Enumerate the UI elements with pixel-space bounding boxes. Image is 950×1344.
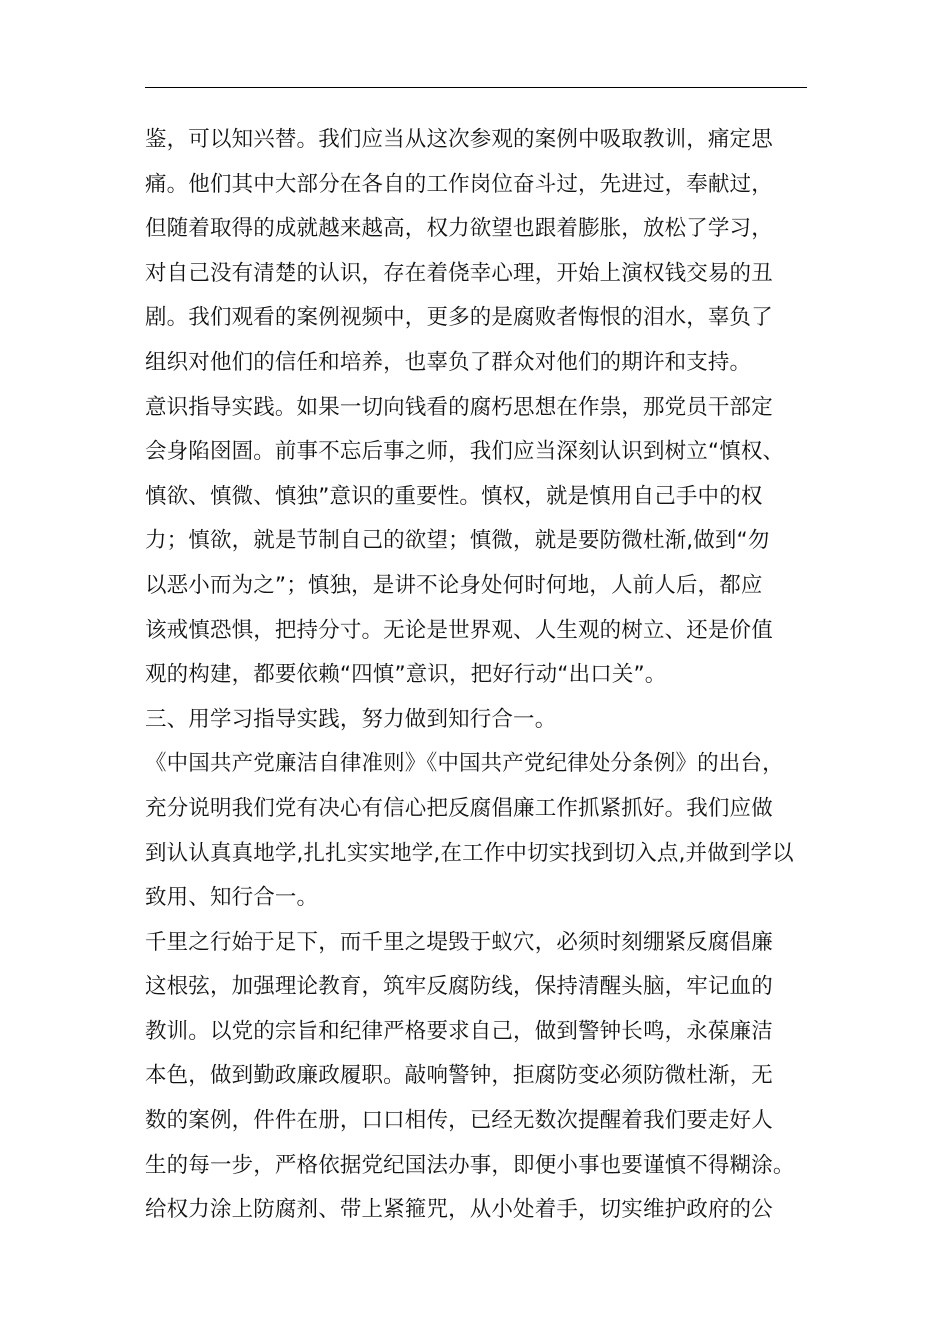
text-line: 对自己没有清楚的认识，存在着侥幸心理，开始上演权钱交易的丑: [145, 260, 773, 286]
text-line: 本色，做到勤政廉政履职。敲响警钟，拒腐防变必须防微杜渐，无: [145, 1063, 773, 1089]
text-line: 生的每一步，严格依据党纪国法办事，即便小事也要谨慎不得糊涂。: [145, 1152, 795, 1178]
text-line: 该戒慎恐惧，把持分寸。无论是世界观、人生观的树立、还是价值: [145, 617, 773, 643]
text-line: 观的构建，都要依赖“四慎”意识，把好行动“出口关”。: [145, 662, 667, 688]
text-line: 慎欲、慎微、慎独”意识的重要性。慎权，就是慎用自己手中的权: [145, 483, 763, 509]
text-line: 以恶小而为之”；慎独，是讲不论身处何时何地，人前人后，都应: [145, 572, 763, 598]
text-line: 力；慎欲，就是节制自己的欲望；慎微，就是要防微杜渐,做到“勿: [145, 528, 770, 554]
document-body: [145, 118, 815, 1233]
text-line: 充分说明我们党有决心有信心把反腐倡廉工作抓紧抓好。我们应做: [145, 795, 773, 821]
text-line: 致用、知行合一。: [145, 885, 319, 911]
text-line: 教训。以党的宗旨和纪律严格要求自己，做到警钟长鸣，永葆廉洁: [145, 1018, 773, 1044]
text-line: 会身陷囹圄。前事不忘后事之师，我们应当深刻认识到树立“慎权、: [145, 439, 785, 465]
text-line: 鉴，可以知兴替。我们应当从这次参观的案例中吸取教训，痛定思: [145, 127, 773, 152]
text-line: 剧。我们观看的案例视频中，更多的是腐败者悔恨的泪水，辜负了: [145, 305, 773, 331]
header-rule: [145, 87, 807, 88]
text-line: 意识指导实践。如果一切向钱看的腐朽思想在作祟，那党员干部定: [145, 394, 773, 420]
text-line: 《中国共产党廉洁自律准则》《中国共产党纪律处分条例》的出台，: [145, 751, 784, 777]
text-line: 到认认真真地学,扎扎实实地学,在工作中切实找到切入点,并做到学以: [145, 840, 794, 866]
section-heading: 三、用学习指导实践，努力做到知行合一。: [145, 706, 557, 732]
text-line: 组织对他们的信任和培养，也辜负了群众对他们的期许和支持。: [145, 349, 752, 375]
text-line: 这根弦，加强理论教育，筑牢反腐防线，保持清醒头脑，牢记血的: [145, 974, 773, 1000]
text-line: 但随着取得的成就越来越高，权力欲望也跟着膨胀，放松了学习，: [145, 216, 773, 242]
text-line: 痛。他们其中大部分在各自的工作岗位奋斗过，先进过，奉献过，: [145, 171, 773, 197]
text-line: 给权力涂上防腐剂、带上紧箍咒，从小处着手，切实维护政府的公: [145, 1197, 773, 1223]
text-line: 数的案例，件件在册，口口相传，已经无数次提醒着我们要走好人: [145, 1108, 773, 1134]
text-line: 千里之行始于足下，而千里之堤毁于蚁穴，必须时刻绷紧反腐倡廉: [145, 929, 773, 955]
